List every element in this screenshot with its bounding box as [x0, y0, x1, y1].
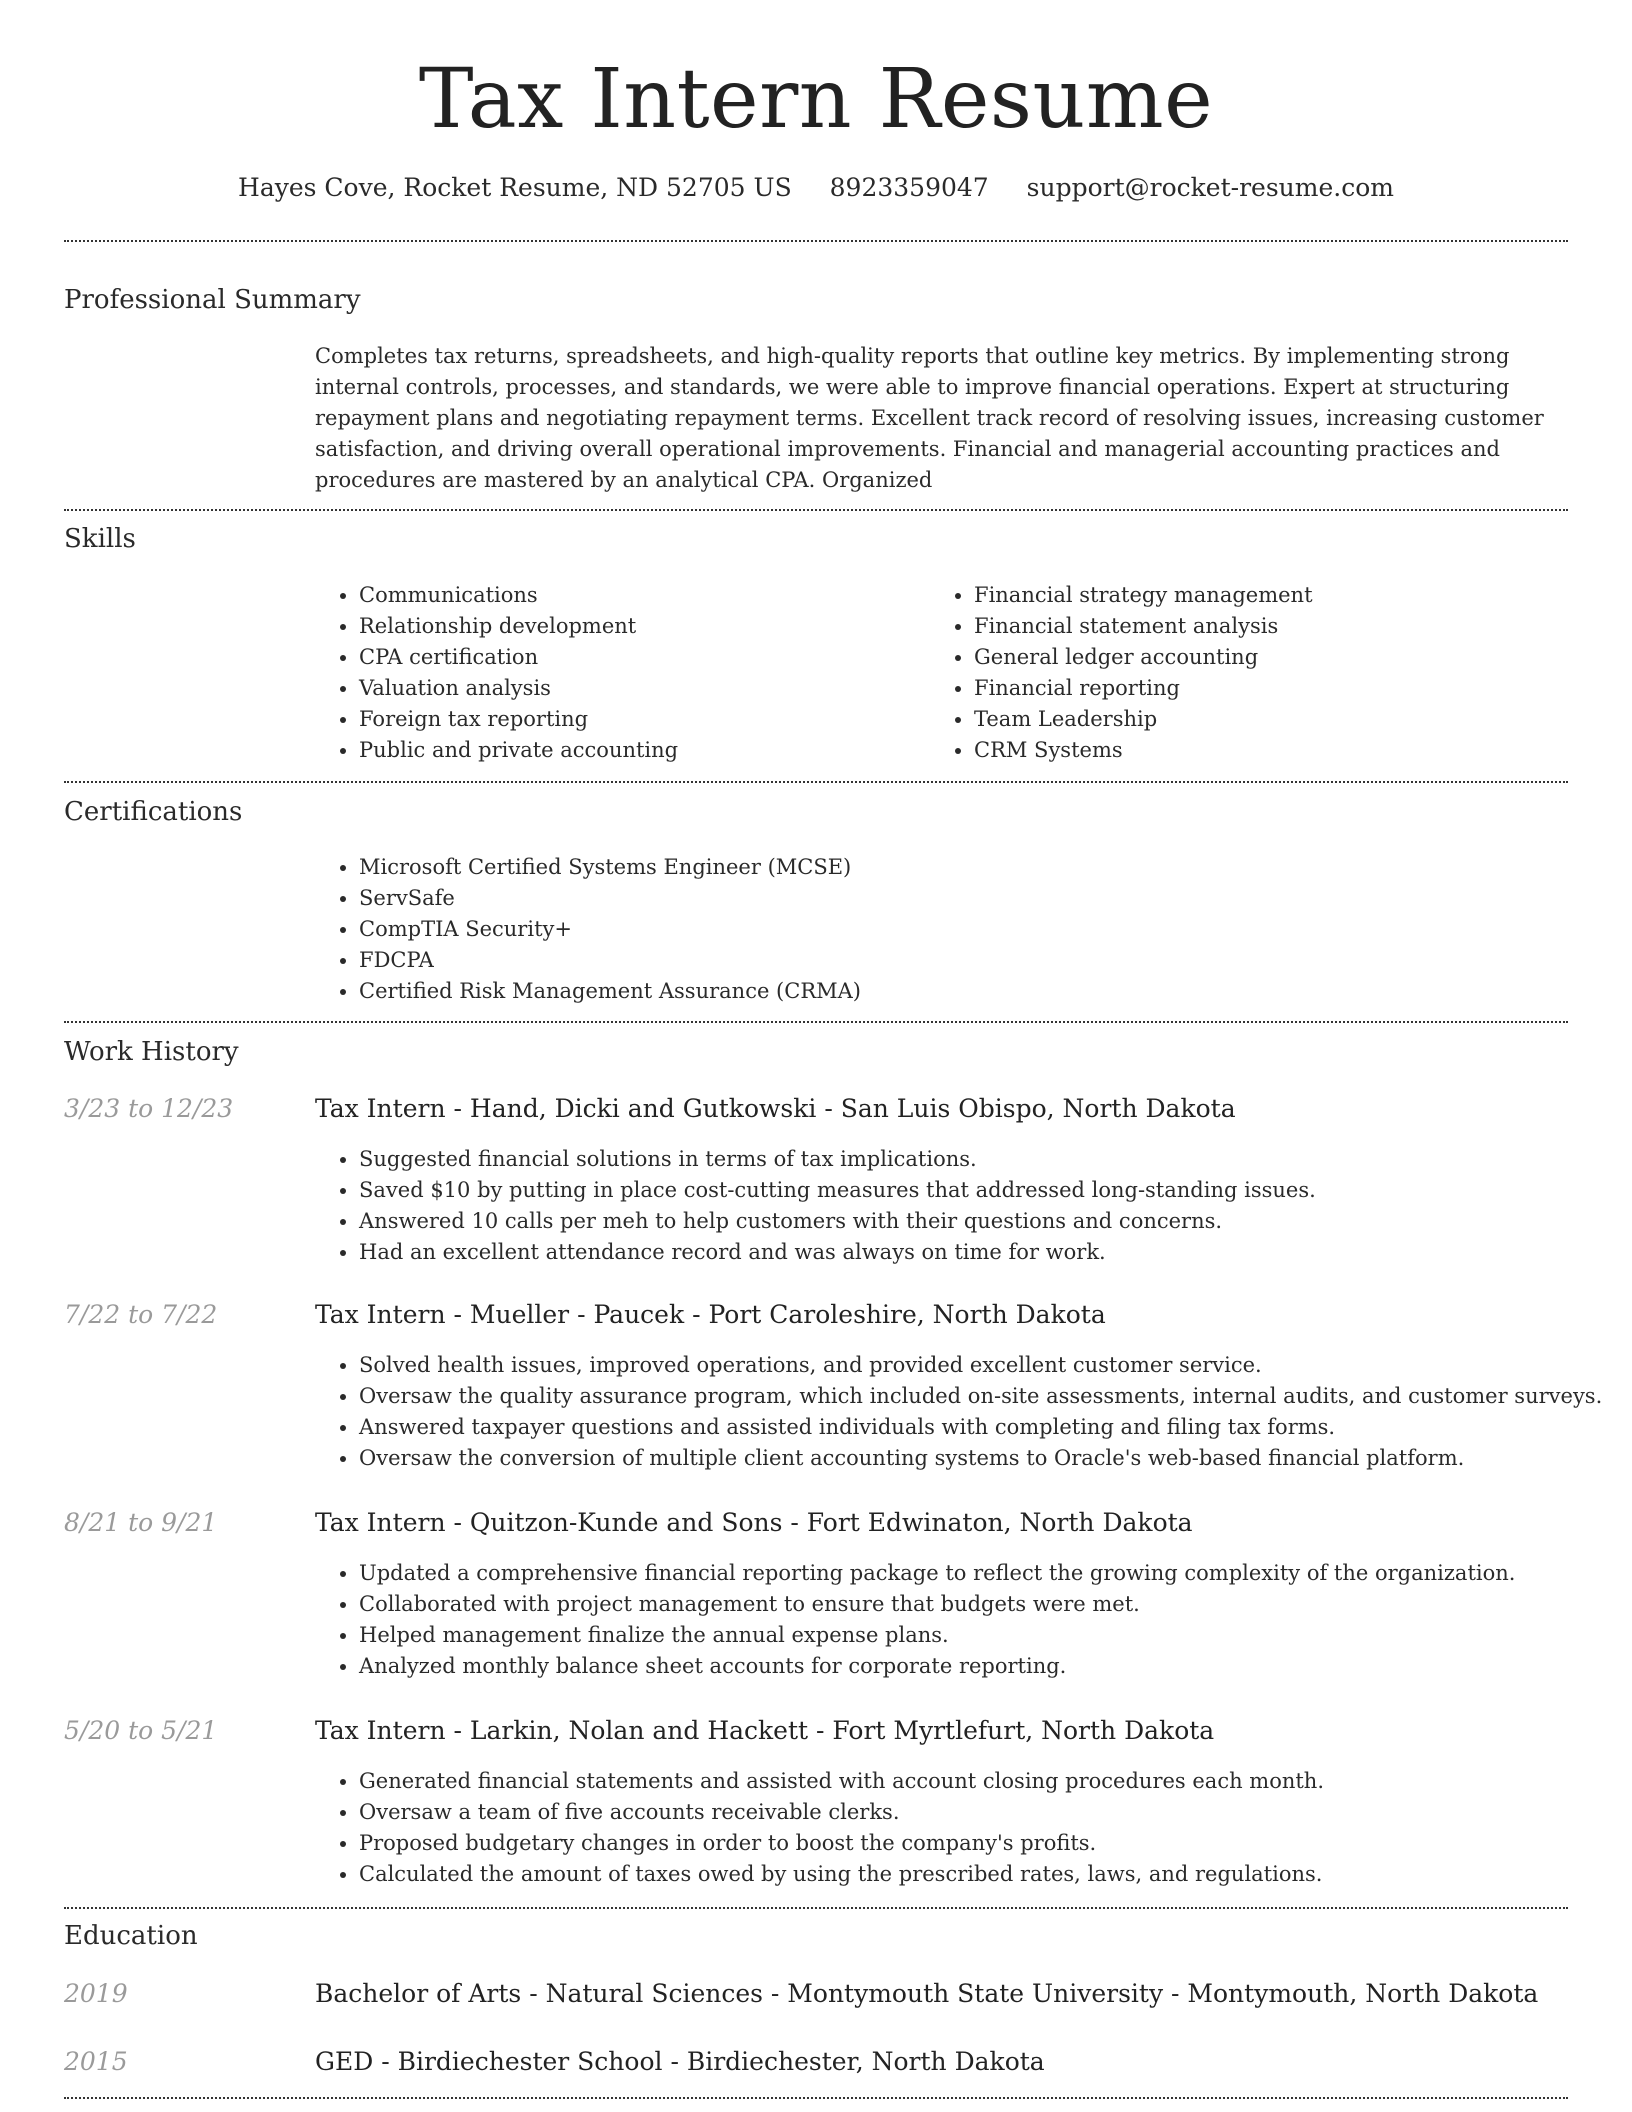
certifications-list [315, 852, 1559, 1007]
job-bullet: • Had an excellent attendance record and was always on time for work. [359, 1237, 1609, 1268]
job-bullet: • Answered taxpayer questions and assisted individuals with completing and filing tax forms. [359, 1412, 1609, 1443]
certification-item: • Microsoft Certified Systems Engineer (MCSE) [359, 852, 1559, 883]
skill-item: • CRM Systems [974, 735, 1574, 766]
skill-item: • General ledger accounting [974, 642, 1574, 673]
job-title: Tax Intern - Larkin, Nolan and Hackett - Fort Myrtlefurt, North Dakota [315, 1716, 1215, 1745]
education-heading: Education [64, 1921, 198, 1951]
skills-heading: Skills [64, 524, 136, 554]
education-year: 2019 [64, 1979, 128, 2008]
job-bullet: • Analyzed monthly balance sheet accounts for corporate reporting. [359, 1651, 1609, 1682]
job-dates: 3/23 to 12/23 [64, 1094, 234, 1123]
section-divider [64, 509, 1568, 511]
job-bullet: • Answered 10 calls per meh to help customers with their questions and concerns. [359, 1206, 1609, 1237]
job-bullets [315, 1144, 1609, 1268]
summary-heading: Professional Summary [64, 285, 361, 315]
job-bullet: • Oversaw the quality assurance program, which included on-site assessments, internal audits, and customer surveys. [359, 1381, 1609, 1412]
summary-text: Completes tax returns, spreadsheets, and high-quality reports that outline key metrics. By implementing strong internal controls, processes, and standards, we were able to improve financial operations. Expert at structuring repayment plans and negotiating repayment terms. Excellent track record of resolving issues, increasing customer satisfaction, and driving overall operational improvements. Financial and managerial accounting practices and procedures are mastered by an analytical CPA. Organized [315, 344, 1544, 492]
job-dates: 7/22 to 7/22 [64, 1300, 218, 1329]
resume-title: Tax Intern Resume [418, 52, 1214, 147]
job-bullets [315, 1350, 1609, 1474]
skill-item: • CPA certification [359, 642, 919, 673]
section-divider [64, 1907, 1568, 1909]
certification-item: • ServSafe [359, 883, 1559, 914]
job-bullets [315, 1766, 1609, 1890]
job-bullets [315, 1558, 1609, 1682]
job-bullet: • Proposed budgetary changes in order to boost the company's profits. [359, 1828, 1609, 1859]
certification-item: • CompTIA Security+ [359, 914, 1559, 945]
certifications-heading: Certifications [64, 797, 243, 827]
job-bullet: • Suggested financial solutions in terms of tax implications. [359, 1144, 1609, 1175]
job-bullet: • Collaborated with project management to ensure that budgets were met. [359, 1589, 1609, 1620]
contact-phone: 8923359047 [829, 173, 989, 202]
work-history-heading: Work History [64, 1037, 239, 1067]
contact-email: support@rocket-resume.com [1026, 173, 1394, 202]
skill-item: • Valuation analysis [359, 673, 919, 704]
section-divider [64, 2097, 1568, 2099]
job-title: Tax Intern - Quitzon-Kunde and Sons - Fort Edwinaton, North Dakota [315, 1508, 1193, 1537]
skill-item: • Relationship development [359, 611, 919, 642]
skills-list-right [930, 580, 1574, 766]
skill-item: • Team Leadership [974, 704, 1574, 735]
job-bullet: • Oversaw a team of five accounts receivable clerks. [359, 1797, 1609, 1828]
contact-line [0, 170, 1632, 206]
skill-item: • Financial statement analysis [974, 611, 1574, 642]
skill-item: • Foreign tax reporting [359, 704, 919, 735]
job-dates: 5/20 to 5/21 [64, 1716, 218, 1745]
job-bullet: • Updated a comprehensive financial reporting package to reflect the growing complexity of the organization. [359, 1558, 1609, 1589]
job-title: Tax Intern - Hand, Dicki and Gutkowski - San Luis Obispo, North Dakota [315, 1094, 1236, 1123]
job-dates: 8/21 to 9/21 [64, 1508, 218, 1537]
education-title: Bachelor of Arts - Natural Sciences - Montymouth State University - Montymouth, North Dakota [315, 1979, 1539, 2008]
skill-item: • Communications [359, 580, 919, 611]
contact-address: Hayes Cove, Rocket Resume, ND 52705 US [238, 173, 792, 202]
skill-item: • Public and private accounting [359, 735, 919, 766]
job-bullet: • Solved health issues, improved operations, and provided excellent customer service. [359, 1350, 1609, 1381]
job-bullet: • Generated financial statements and assisted with account closing procedures each month. [359, 1766, 1609, 1797]
section-divider [64, 781, 1568, 783]
skill-item: • Financial reporting [974, 673, 1574, 704]
job-title: Tax Intern - Mueller - Paucek - Port Caroleshire, North Dakota [315, 1300, 1106, 1329]
job-bullet: • Oversaw the conversion of multiple client accounting systems to Oracle's web-based financial platform. [359, 1443, 1609, 1474]
education-title: GED - Birdiechester School - Birdiechester, North Dakota [315, 2047, 1045, 2076]
job-bullet: • Calculated the amount of taxes owed by using the prescribed rates, laws, and regulations. [359, 1859, 1609, 1890]
certification-item: • Certified Risk Management Assurance (CRMA) [359, 976, 1559, 1007]
skill-item: • Financial strategy management [974, 580, 1574, 611]
section-divider [64, 1021, 1568, 1023]
job-bullet: • Saved $10 by putting in place cost-cutting measures that addressed long-standing issues. [359, 1175, 1609, 1206]
education-year: 2015 [64, 2047, 128, 2076]
job-bullet: • Helped management finalize the annual expense plans. [359, 1620, 1609, 1651]
certification-item: • FDCPA [359, 945, 1559, 976]
section-divider [64, 240, 1568, 242]
skills-list-left [315, 580, 919, 766]
